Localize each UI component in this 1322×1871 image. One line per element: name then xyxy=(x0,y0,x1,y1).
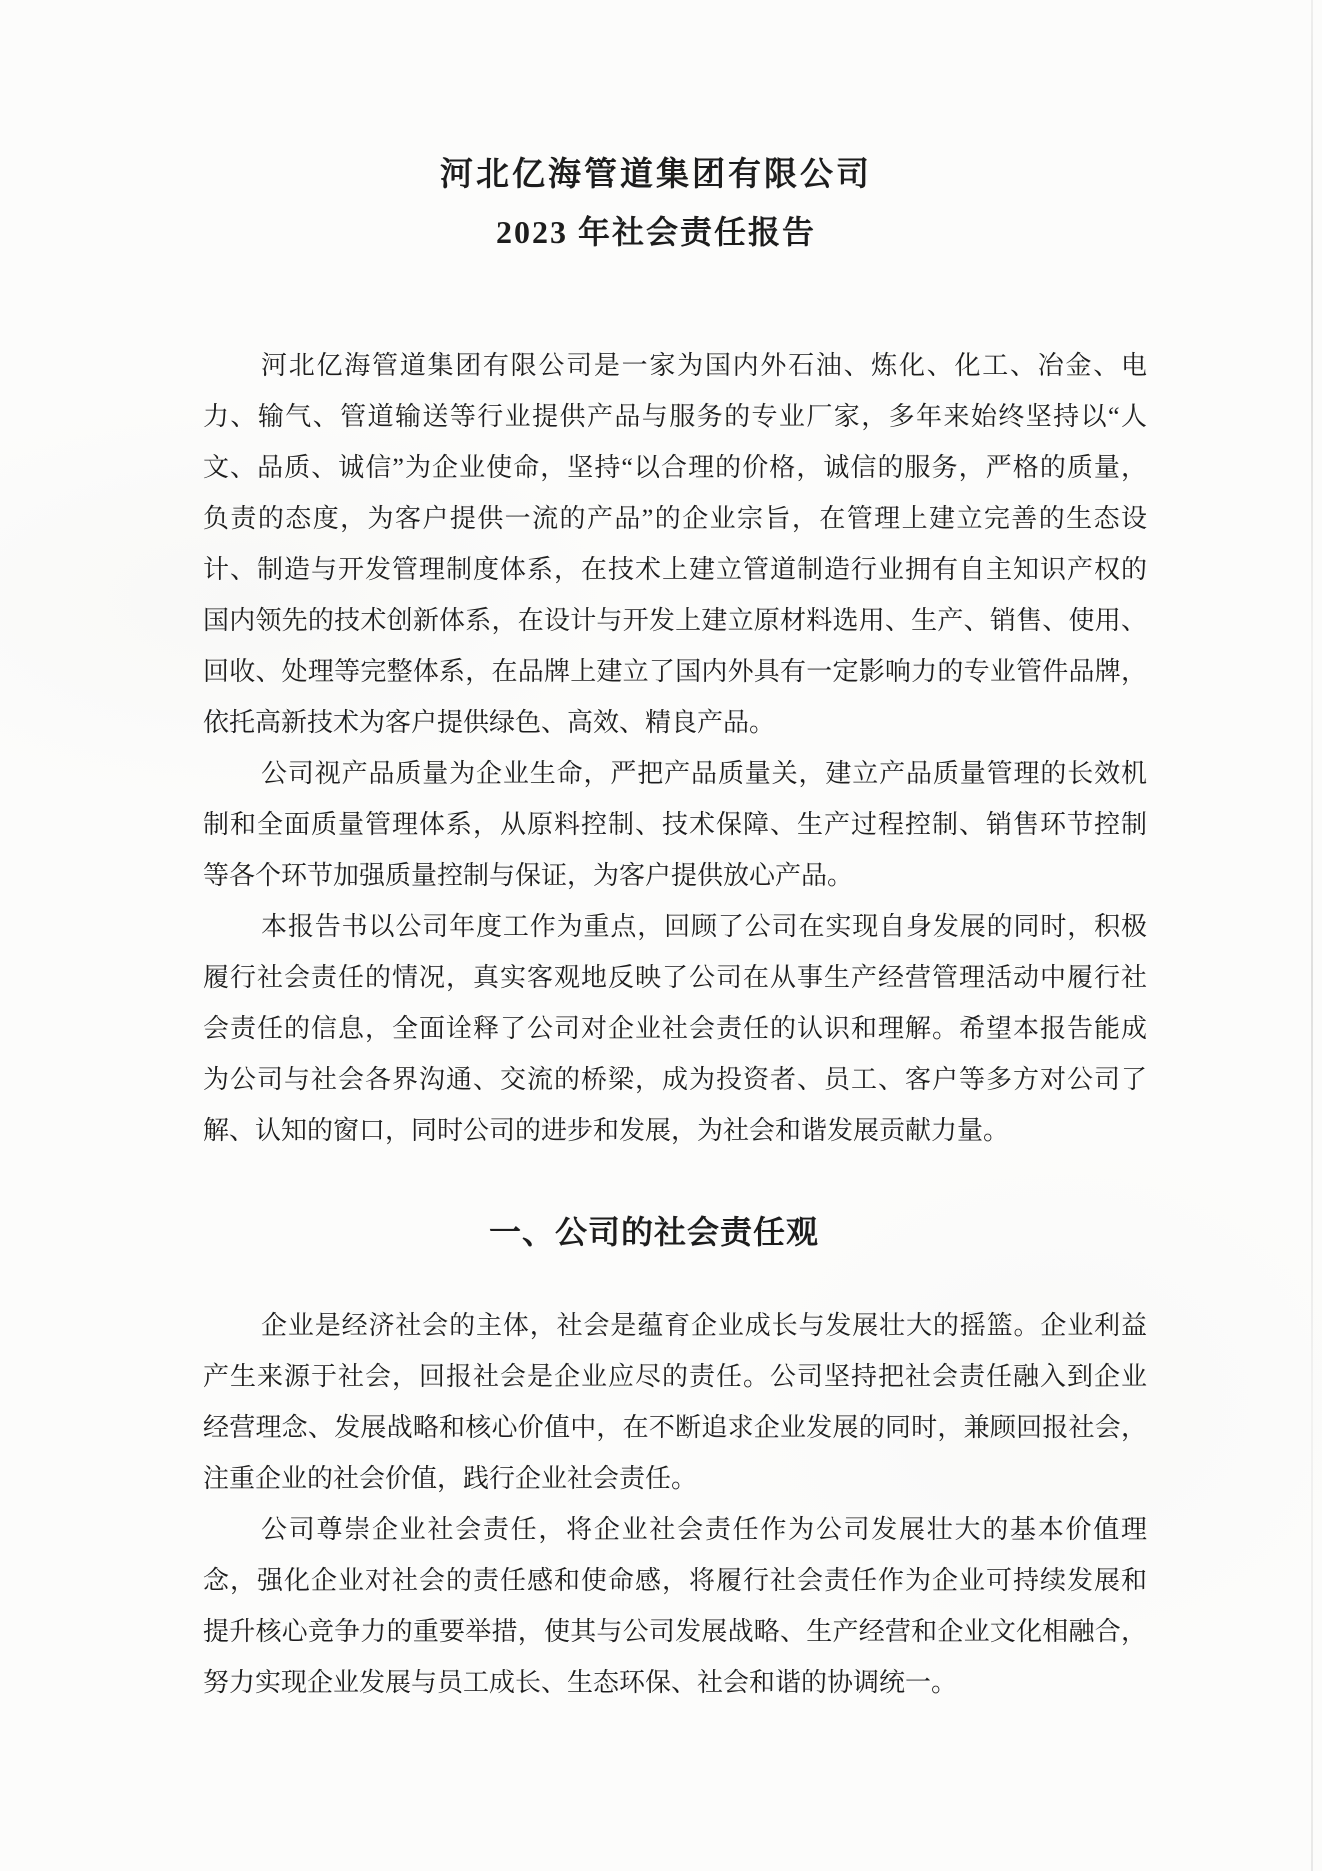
text-line: 计、制造与开发管理制度体系，在技术上建立管道制造行业拥有自主知识产权的 xyxy=(203,555,1147,584)
text-line: 国内领先的技术创新体系，在设计与开发上建立原材料选用、生产、销售、使用、 xyxy=(203,606,1147,635)
text-line: 依托高新技术为客户提供绿色、高效、精良产品。 xyxy=(203,708,776,737)
text-line: 等各个环节加强质量控制与保证，为客户提供放心产品。 xyxy=(203,861,854,890)
text-line: 本报告书以公司年度工作为重点，回顾了公司在实现自身发展的同时，积极 xyxy=(261,912,1147,941)
text-line: 回收、处理等完整体系，在品牌上建立了国内外具有一定影响力的专业管件品牌， xyxy=(203,657,1147,686)
text-line: 注重企业的社会价值，践行企业社会责任。 xyxy=(203,1464,698,1493)
text-line: 解、认知的窗口，同时公司的进步和发展，为社会和谐发展贡献力量。 xyxy=(203,1116,1010,1145)
scan-edge-artifact xyxy=(1311,0,1313,1871)
text-line: 企业是经济社会的主体，社会是蕴育企业成长与发展壮大的摇篮。企业利益 xyxy=(261,1311,1147,1340)
text-line: 制和全面质量管理体系，从原料控制、技术保障、生产过程控制、销售环节控制 xyxy=(203,810,1147,839)
text-line: 履行社会责任的情况，真实客观地反映了公司在从事生产经营管理活动中履行社 xyxy=(203,963,1147,992)
intro-paragraphs xyxy=(203,340,1147,1156)
text-line: 为公司与社会各界沟通、交流的桥梁，成为投资者、员工、客户等多方对公司了 xyxy=(203,1065,1147,1094)
text-line: 河北亿海管道集团有限公司是一家为国内外石油、炼化、化工、冶金、电 xyxy=(261,351,1147,380)
text-line: 公司尊崇企业社会责任，将企业社会责任作为公司发展壮大的基本价值理 xyxy=(261,1515,1147,1544)
text-line: 努力实现企业发展与员工成长、生态环保、社会和谐的协调统一。 xyxy=(203,1668,958,1697)
text-line: 公司视产品质量为企业生命，严把产品质量关，建立产品质量管理的长效机 xyxy=(261,759,1147,788)
text-line: 念，强化企业对社会的责任感和使命感，将履行社会责任作为企业可持续发展和 xyxy=(203,1566,1147,1595)
text-line: 会责任的信息，全面诠释了公司对企业社会责任的认识和理解。希望本报告能成 xyxy=(203,1014,1147,1043)
text-line: 提升核心竞争力的重要举措，使其与公司发展战略、生产经营和企业文化相融合， xyxy=(203,1617,1147,1646)
section-paragraphs xyxy=(203,1300,1147,1708)
text-line: 产生来源于社会，回报社会是企业应尽的责任。公司坚持把社会责任融入到企业 xyxy=(203,1362,1147,1391)
text-line: 文、品质、诚信”为企业使命，坚持“以合理的价格，诚信的服务，严格的质量， xyxy=(203,453,1147,482)
text-line: 负责的态度，为客户提供一流的产品”的企业宗旨，在管理上建立完善的生态设 xyxy=(203,504,1147,533)
document-title: 河北亿海管道集团有限公司 xyxy=(440,157,872,193)
text-line: 力、输气、管道输送等行业提供产品与服务的专业厂家，多年来始终坚持以“人 xyxy=(203,402,1147,431)
document-subtitle: 2023 年社会责任报告 xyxy=(495,214,816,250)
section-heading: 一、公司的社会责任观 xyxy=(488,1214,819,1250)
text-line: 经营理念、发展战略和核心价值中，在不断追求企业发展的同时，兼顾回报社会， xyxy=(203,1413,1147,1442)
